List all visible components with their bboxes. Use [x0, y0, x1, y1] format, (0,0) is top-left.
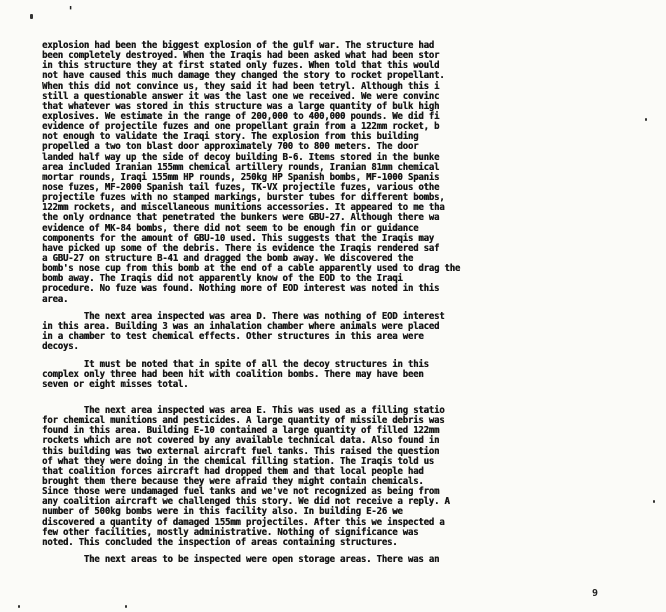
text-line: The next area inspected was area D. There was nothing of EOD interest: [42, 311, 445, 322]
text-line: The next areas to be inspected were open storage areas. There was an: [42, 554, 440, 565]
paragraph-area-b-explosion: [42, 41, 666, 305]
text-line: area included Iranian 155mm chemical artillery rounds, Iranian 81mm chemical: [42, 161, 440, 173]
scan-speck: [30, 14, 33, 19]
text-line: Since those were undamaged fuel tanks and we've not recognized as being from: [42, 486, 440, 498]
text-line: in a chamber to test chemical effects. Other structures in this area were: [42, 331, 424, 343]
text-line: bomb's nose cup from this bomb at the end of a cable apparently used to drag the: [42, 263, 461, 275]
text-line: still a questionable answer it was the last one we received. We were convinc: [42, 90, 440, 102]
text-line: components for the amount of GBU-10 used. This suggests that the Iraqis may: [42, 232, 434, 244]
text-line: this building was two external aircraft fuel tanks. This raised the question: [42, 445, 440, 457]
text-line: not have caused this much damage they changed the story to rocket propellant.: [42, 70, 445, 82]
text-line: The next area inspected was area E. This was used as a filling statio: [42, 405, 445, 416]
text-line: 122mm rockets, and miscellaneous munitions accessories. It appeared to me tha: [42, 202, 445, 214]
scan-speck: [125, 605, 127, 608]
text-line: evidence of projectile fuzes and one propellant grain from a 122mm rocket, b: [42, 121, 440, 133]
text-line: explosion had been the biggest explosion of the gulf war. The structure had: [42, 40, 434, 51]
text-line: number of 500kg bombs were in this facility also. In building E-26 we: [42, 506, 403, 518]
text-line: a GBU-27 on structure B-41 and dragged the bomb away. We discovered the: [42, 252, 414, 264]
text-line: mortar rounds, Iraqi 155mm HP rounds, 250kg HP Spanish bombs, MF-1000 Spanis: [42, 171, 440, 183]
top-tick-mark: ': [67, 4, 75, 18]
text-line: found in this area. Building E-10 contained a large quantity of filled 122mm: [42, 425, 440, 437]
paragraph-decoy-note: [42, 360, 666, 390]
text-line: bomb away. The Iraqis did not apparently know of the EOD to the Iraqi: [42, 273, 403, 285]
text-line: of what they were doing in the chemical filling station. The Iraqis told us: [42, 455, 434, 467]
text-line: nose fuzes, MF-2000 Spanish tail fuzes, TK-VX projectile fuzes, various othe: [42, 181, 440, 193]
text-line: evidence of MK-84 bombs, there did not seem to be enough fin or guidance: [42, 222, 419, 234]
text-line: noted. This concluded the inspection of areas containing structures.: [42, 536, 398, 548]
text-line: area.: [42, 293, 69, 305]
paragraph-area-d: [42, 312, 666, 353]
text-line: complex only three had been hit with coalition bombs. There may have been: [42, 369, 424, 381]
text-line: the only ordnance that penetrated the bunkers were GBU-27. Although there wa: [42, 212, 440, 224]
text-line: discovered a quantity of damaged 155mm projectiles. After this we inspected a: [42, 516, 445, 528]
text-line: procedure. No fuze was found. Nothing more of EOD interest was noted in this: [42, 283, 440, 295]
paragraph-area-e: [42, 406, 666, 548]
text-line: that coalition forces aircraft had dropped them and that local people had: [42, 465, 424, 477]
text-line: decoys.: [42, 341, 79, 353]
text-line: propelled a two ton blast door approximately 700 to 800 meters. The door: [42, 141, 419, 153]
text-line: in this structure they at first stated only fuzes. When told that this would: [42, 60, 440, 72]
text-line: for chemical munitions and pesticides. A large quantity of missile debris was: [42, 415, 445, 427]
text-line: not enough to validate the Iraqi story. The explosion from this building: [42, 131, 419, 143]
scan-speck: [18, 605, 20, 608]
text-line: seven or eight misses total.: [42, 379, 189, 391]
text-line: been completely destroyed. When the Iraqis had been asked what had been stor: [42, 50, 440, 62]
text-line: When this did not convince us, they said it had been tetryl. Although this i: [42, 80, 440, 92]
text-line: any coalition aircraft we challenged this story. We did not receive a reply. A: [42, 496, 450, 508]
text-line: rockets which are not covered by any available technical data. Also found in: [42, 435, 440, 447]
text-line: in this area. Building 3 was an inhalation chamber where animals were placed: [42, 321, 440, 333]
text-line: brought them there because they were afraid they might contain chemicals.: [42, 475, 424, 487]
text-line: explosives. We estimate in the range of 200,000 to 400,000 pounds. We did fi: [42, 110, 440, 122]
text-line: landed half way up the side of decoy building B-6. Items stored in the bunke: [42, 151, 440, 163]
text-line: have picked up some of the debris. There is evidence the Iraqis rendered saf: [42, 242, 440, 254]
page-corner-mark: 9: [592, 588, 599, 599]
paragraph-open-storage: [42, 555, 666, 565]
text-line: few other facilities, mostly administrative. Nothing of significance was: [42, 526, 419, 538]
text-line: It must be noted that in spite of all the decoy structures in this: [42, 359, 429, 370]
text-line: projectile fuzes with no stamped markings, burster tubes for different bombs,: [42, 192, 445, 204]
text-line: that whatever was stored in this structure was a large quantity of bulk high: [42, 100, 440, 112]
